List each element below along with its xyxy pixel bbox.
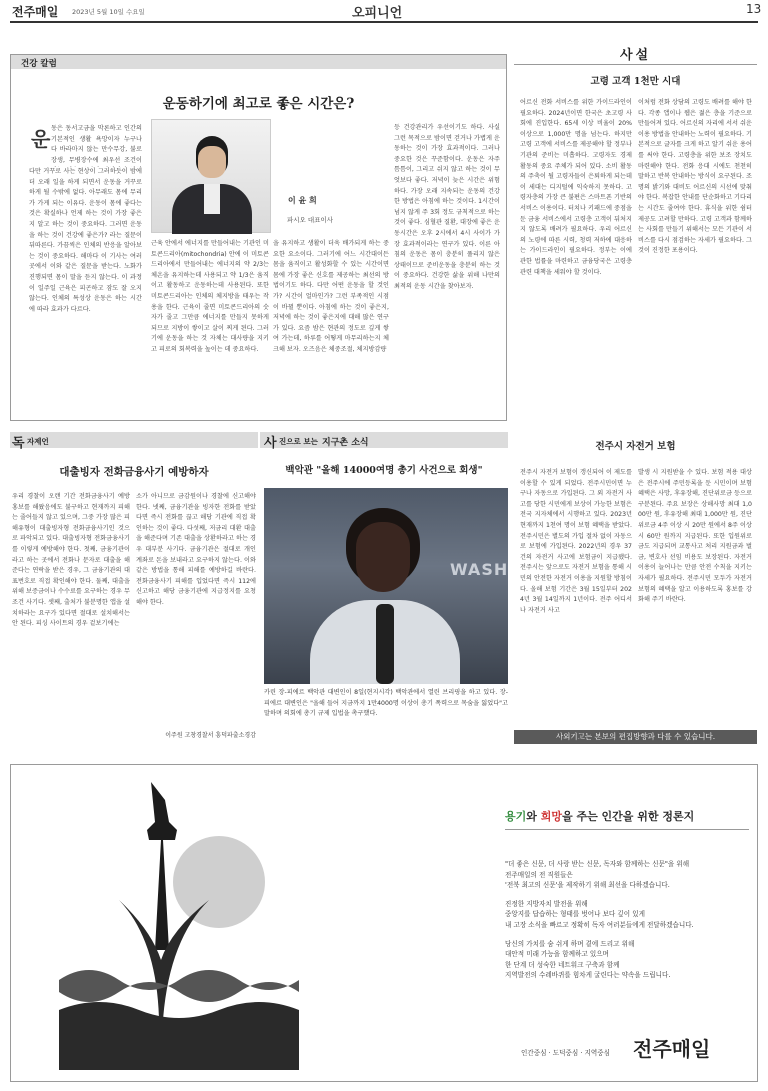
ad-logo: 전주매일: [633, 1037, 711, 1061]
ad-title-word1: 용기: [505, 810, 527, 823]
author-face-icon: [198, 146, 226, 178]
editorial-col4: 발생 시 지원받을 수 있다. 보험 적용 대상은 전주시에 주민등록을 둔 시민이며 보험 혜택은 사망, 후유장해, 진단위로금 등으로 구분된다. 주요 보장은 상해사망 최대 1,000만 원, 후유장해 최대 1,000만 원, 진단위로금 4주 이상 시 20만 원에서 8주 이상 시 60만 원까지 지급된다. 또한 입원위로금도 지급되며 교통사고 처리 지원금과 벌금, 변호사 선임 비용도 보장된다. 자전거 이용이 늘어나는 만큼 안전 수칙을 지키는 자세가 필요하다. 전주시민 모두가 자전거 보험의 혜택을 알고 이용하도록 홍보를 강화해 주기 바란다.: [638, 469, 752, 604]
ad-slogan: 인간중심 · 도덕중심 · 지역중심: [521, 1049, 611, 1057]
issue-date: 2023년 5월 10일 수요일: [72, 8, 145, 16]
photo-background-text: WASH: [450, 560, 508, 579]
reader-opinion-column: [10, 432, 258, 742]
news-tag-small: 진으로 보는: [279, 437, 318, 446]
news-tag-rest: 지구촌 소식: [322, 438, 369, 448]
author-photo: [151, 119, 271, 233]
editorial-headline-2: 전주시 자전거 보험: [595, 441, 676, 452]
reader-tag-big: 독: [12, 436, 25, 451]
health-col4: 등 건강관리가 우선이기도 하다. 사실 그런 목적으로 밤이면 걷거나 가볍게 운동하는 것이 가장 효과적이다. 그러나 중요한 것은 꾸준함이다. 운동은 자주 틈틈이, 그리고 쉬지 않고 하는 것이 무엇보다 좋다. 저녁이 늦은 시간은 위험하다. 가장 오래 지속되는 운동의 건강한 방법은 아침에 하는 것이다. 1시간이 넘지 않게 주 3회 정도 규칙적으로 하는 것이 좋다. 심혈관 질환, 대장에 좋은 운동시간은 오후 2시에서 4시 사이가 가장 효과적이라는 연구가 있다. 이른 아침의 운동은 몸이 충분히 풀리지 않은 상태이므로 준비운동을 충분히 하는 것이 중요하다. 건강한 삶을 위해 나만의 최적의 운동 시간을 찾아보자.: [394, 124, 500, 290]
ad-line-9: 한 단계 더 성숙한 네트워크 구축과 함께: [505, 960, 620, 969]
lighthouse-illustration: [59, 770, 299, 1070]
health-col1: 다만 거꾸로 사는 현상이 그러하듯이 밤에 더 오래 일을 하게 되면서 운동을 거꾸로 하게 될 수밖에 없다. 아무래도 몸에 무리가 가게 되는 이유다. 운동이 몸에 좋다는 것은 확실하나 언제 하는 것이 가장 좋은지 알고 하는 것이 중요하다. 그러면 운동을 하는 것이 건강에 좋은가? 라는 질문이 뒤따른다. 가끔씩은 인체의 반응을 알아보는 것이 중요하다. 해마다 이 기사는 여러 곳에서 이와 같은 질문을 받는다. 노화가 진행되면 몸이 말을 듣지 않는다. 이 과정이 일주일 근육은 피곤하고 잠도 잘 오지 않는다. 인체의 특성상 운동은 하는 시간에 따라 효과가 다르다.: [29, 168, 142, 313]
health-col1-top: 동은 동서고금을 막론하고 인간의 기본적인 생활 욕망이자 누구나 다 바라마지 않는 만수무강, 불로장생, 무병장수에 최우선 조건이: [51, 125, 142, 164]
lighthouse-icon: [147, 782, 177, 950]
author-name: 이 윤 희: [288, 196, 317, 205]
ad-title-word2: 희망: [540, 810, 562, 823]
notice-bar: [514, 730, 757, 744]
health-col3: 을 유지하고 생활이 더욱 배가되게 하는 중요한 요소이다. 그러기에 어느 시간대이든 몸을 움직이고 활성화할 수 있는 시간이면 몸에 가장 좋은 신호를 제공하는 최선의 방법이기도 하다. 다만 어떤 운동을 할 것인가? 시간이 얼마인가? 그런 부족적인 시점이 바뀔 뿐이다. 아침에 하는 것이 좋은지, 저녁에 하는 것이 좋은지에 대해 많은 연구가 있다. 요즘 밤은 현관의 정도로 깊게 쌓여 가는데, 하루를 어떻게 마무리하는지 체크해 보자. 오즈음은 체중조절, 체지방감량: [273, 240, 389, 353]
news-headline: 백악관 "올해 14000여명 총기 사건으로 회생": [285, 465, 483, 476]
editorial-col1: 어르신 전화 서비스를 위한 가이드라인이 필요하다. 2024년이면 한국은 초고령 사회에 진입한다. 65세 이상 비율이 20% 이상으로 1,000만 명을 넘는다. 하지만 고령 고객에 서비스를 제공해야 할 정부나 기관의 준비는 미흡하다. 고령자도 경제 활동의 중요 주체가 되어 있다. 소비 활동의 주축이 될 고령자들이 은퇴하게 되는데 이 세대는 디지털에 익숙하지 못하다. 고령자층의 가장 큰 불편은 스마트폰 기반의 서비스 이용이다. 터치나 키패드에 중점을 둔 금융 서비스에서 고령층 고객이 뒤처지지 않도록 배려가 필요하다. 우리 어르신의 노령에 따른 시력, 청력 저하에 대응하는 가이드라인이 필요하다. 정부는 이에 관한 법률을 마련하고 금융당국은 고령층 관련 대책을 세워야 할 것이다.: [520, 99, 632, 276]
ad-line-4: 진정한 지방자치 발전을 위해: [505, 899, 588, 908]
masthead: [0, 0, 768, 22]
notice-text: 사외기고는 본보의 편집방향과 다를 수 있습니다.: [555, 732, 716, 741]
health-tag: 건강 칼럼: [21, 59, 57, 69]
author-role: 파시오 대표이사: [287, 216, 334, 224]
news-caption: 카린 장-피에르 백악관 대변인이 8일(현지시각) 백악관에서 열린 브리핑을 하고 있다. 장-피에르 대변인은 "올해 들어 지금까지 1만4000명 이상이 총기 폭력으로 목숨을 잃었다"고 말하며 의회에 총기 규제 입법을 촉구했다.: [264, 689, 508, 718]
ad-title-rest: 을 주는 인간을 위한 정론지: [562, 810, 695, 823]
ad-line-2: 전주매일의 전 직원들은: [505, 870, 573, 879]
editorial-tag: 사설: [619, 48, 652, 63]
page-number: 13: [746, 2, 762, 16]
health-col2: 근육 안에서 에너지를 만들어내는 기관인 미토콘드리아(mitochondria) 안에 이 미토콘드리아에서 만들어내는 에너지의 약 2/3는 체온을 유지하는데 사용되고 약 1/3은 움직이고 활동하고 운동하는데 사용된다. 또한 미토콘드리아는 인체의 체지방을 태우는 작용을 한다. 근육이 줄면 미토콘드리아의 숫자가 줄고 그만큼 에너지를 만들지 못하게 되므로 지방이 쌓이고 살이 찌게 된다. 그러기에 운동을 하는 것 자체는 대사량을 지키고 피로의 회복력을 높이는 데 중요하다.: [151, 240, 269, 353]
health-column: [10, 54, 507, 421]
health-headline: 운동하기에 최고로 좋은 시간은?: [162, 96, 355, 112]
news-photo: [264, 488, 508, 684]
editorial-col3: 전주시 자전거 보험이 갱신되어 이 제도를 이용할 수 있게 되었다. 전주시민이면 누구나 자동으로 가입된다. 그 외 자전거 사고를 당한 시민에게 보상이 가능한 보험은 전국 지자체에서 시행하고 있다. 2023년 현재까지 1천여 명이 보험 혜택을 받았다. 전주시민은 별도의 가입 절차 없이 자동으로 보험에 가입된다. 2022년의 경우 37건의 자전거 사고에 보험금이 지급됐다. 전주시는 앞으로도 자전거 보험을 통해 시민의 안전한 자전거 이용을 지원할 방침이다. 올해 보험 기간은 3월 15일부터 2024년 3월 14일까지 1년이다. 전주 어디서나 자전거 사고: [520, 469, 632, 614]
drop-cap: 운: [31, 127, 51, 151]
editorial-headline-1: 고령 고객 1천만 시대: [590, 76, 681, 87]
ad-line-6: 내 고장 소식을 빠르고 정확히 독자 여러분들에게 전달하겠습니다.: [505, 920, 694, 929]
ad-title-rule: [505, 829, 749, 830]
ad-line-8: 대안적 미래 가능을 함께하고 있으며: [505, 950, 609, 959]
wave-icon: [59, 970, 299, 1002]
ad-line-10: 지역발전의 수레바퀴를 힘차게 굴린다는 약속을 드립니다.: [505, 971, 671, 980]
editorial-column: [514, 40, 757, 720]
header-rule: [10, 21, 758, 23]
microphone-icon: [376, 604, 394, 684]
ad-title: [505, 808, 694, 824]
ad-line-7: 당신의 가치를 숨 쉬게 하며 곁에 드리고 위해: [505, 939, 635, 948]
health-tag-bar: [11, 55, 506, 69]
news-tag-big: 사: [264, 436, 277, 451]
reader-headline: 대출빙자 전화금융사기 예방하자: [59, 466, 209, 478]
reader-tag-small: 자제언: [27, 437, 49, 446]
editorial-col2: 이처럼 전화 상담의 고령도 배려를 해야 한다. 각종 앱이나 웹은 젊은 층을 기준으로 만들어져 있다. 어르신의 자리에 서서 쉬운 이용 방법을 안내하는 노력이 필요하다. 기본적으로 글자를 크게 하고 알기 쉬운 용어를 써야 한다. 고령층을 위한 보조 장치도 마련해야 한다. 전화 응대 시에도 천천히 말하고 반복 안내하는 방식이 요구된다. 조명의 밝기와 대비도 어르신의 시선에 맞춰야 한다. 복잡한 안내를 단순화하고 기다리는 시간도 줄여야 한다. 휴식을 위한 쉼터 제공도 고려할 만하다. 고령 고객과 함께하는 사회를 만들기 위해서는 모든 기관이 서비스를 다시 점검하는 자세가 필요하다. 그것이 진정한 포용이다.: [638, 99, 752, 255]
ad-paragraph: [505, 859, 755, 981]
reader-col1: 우리 경찰이 오랜 기간 전화금융사기 예방 홍보를 해왔음에도 불구하고 현재까지 피해는 줄어들지 않고 있으며, 그중 가장 많은 피해유형이 대출빙자형 전화금융사기인 것으로 파악되고 있다. 대출빙자형 전화금융사기를 이렇게 예방해야 한다. 첫째, 금융기관이라고 하는 곳에서 전화나 문자로 대출을 해준다는 연락을 받은 경우, 그 금융기관의 대표번호로 직접 확인해야 한다. 둘째, 대출을 위해 보증금이나 수수료를 요구하는 경우 무조건 사기다. 셋째, 출처가 불분명한 앱을 설치하라는 요구가 있다면 절대로 설치해서는 안 된다. 피싱 사이트의 경우 겉보기에는: [12, 493, 130, 628]
editorial-rule: [514, 64, 757, 65]
author-shirt-icon: [204, 184, 220, 214]
reader-col2: 소가 아니므로 금감원이나 경찰에 신고해야 한다. 넷째, 금융기관을 빙자한 전화를 받았다면 즉시 전화를 끊고 해당 기관에 직접 확인하는 것이 좋다. 다섯째, 저금리 대환 대출을 해준다며 기존 대출을 상환하라고 하는 경우 대부분 사기다. 금융기관은 절대로 개인 계좌로 돈을 보내라고 요구하지 않는다. 이와 같은 방법을 통해 피해를 예방하길 바란다. 전화금융사기 피해를 입었다면 즉시 112에 신고하고 해당 금융기관에 지급정지를 요청해야 한다.: [136, 493, 256, 606]
sun-icon: [173, 836, 265, 928]
section-title: 오피니언: [352, 6, 403, 21]
ad-box: [10, 764, 758, 1082]
reader-signature: 이주원 고창경찰서 흥덕파출소경감: [165, 732, 256, 739]
wave-lower-icon: [59, 1002, 299, 1070]
speaker-face-icon: [356, 522, 410, 592]
ad-line-1: "더 좋은 신문, 더 사랑 받는 신문, 독자와 함께하는 신문"을 위해: [505, 860, 690, 868]
ad-line-3: '전북 최고의 신문'을 제작하기 위해 최선을 다하겠습니다.: [505, 881, 670, 890]
world-news-column: [260, 432, 508, 744]
paper-name: 전주매일: [12, 5, 59, 19]
ad-title-mid: 와: [526, 810, 541, 823]
ad-line-5: 중앙지를 답습하는 형태를 벗어나 보다 깊이 있게: [505, 910, 645, 919]
